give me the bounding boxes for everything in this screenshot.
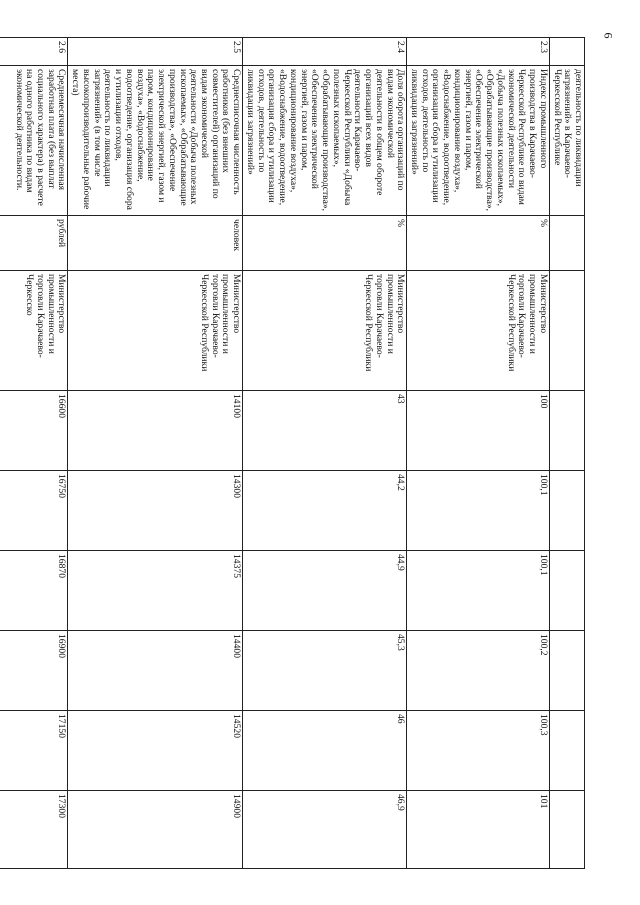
table-cell bbox=[549, 271, 584, 391]
indicator-name: Индекс промышленного производства в Карачаево-Черкесской Республике по видам экономической деятельности «Добыча полезных ископаемых», «Обрабатывающие производства», «Обеспечение электрической энергией, газом и паром, кондиционирование воздуха», «Водоснабжение, водоотведение, организация сбора и утилизации отходов, деятельность по ликвидации загрязнений» bbox=[407, 66, 550, 216]
table-cell bbox=[549, 216, 584, 271]
value-cell: 14520 bbox=[68, 711, 243, 791]
table-row bbox=[68, 38, 243, 869]
value-cell: 100,1 bbox=[407, 551, 550, 631]
unit-cell: рублей bbox=[0, 216, 68, 271]
value-cell: 46,9 bbox=[243, 791, 407, 869]
table-cell bbox=[549, 471, 584, 551]
table-cell bbox=[549, 551, 584, 631]
value-cell: 17150 bbox=[0, 711, 68, 791]
table-row bbox=[549, 38, 584, 869]
row-number: 2.6 bbox=[0, 38, 68, 66]
row-number: 2.5 bbox=[68, 38, 243, 66]
value-cell: 16900 bbox=[0, 631, 68, 711]
landscape-table-container bbox=[13, 37, 585, 868]
value-cell: 100,2 bbox=[407, 631, 550, 711]
table-cell bbox=[549, 791, 584, 869]
unit-cell: % bbox=[243, 216, 407, 271]
responsible-cell: Министерство промышленности и торговли Карачаево-Черкесской Республики bbox=[407, 271, 550, 391]
value-cell: 14100 bbox=[68, 391, 243, 471]
value-cell: 14300 bbox=[68, 471, 243, 551]
table-row bbox=[243, 38, 407, 869]
value-cell: 101 bbox=[407, 791, 550, 869]
table-row bbox=[407, 38, 550, 869]
table-row bbox=[0, 38, 68, 869]
value-cell: 16600 bbox=[0, 391, 68, 471]
value-cell: 14375 bbox=[68, 551, 243, 631]
value-cell: 14900 bbox=[68, 791, 243, 869]
continuation-text-cell: деятельность по ликвидации загрязнений» в Карачаево-Черкесской Республике bbox=[549, 66, 584, 216]
table-cell bbox=[549, 391, 584, 471]
responsible-cell: Министерство промышленности и торговли Карачаево-Черкесско bbox=[0, 271, 68, 391]
indicators-table bbox=[0, 37, 585, 869]
value-cell: 43 bbox=[243, 391, 407, 471]
value-cell: 100,1 bbox=[407, 471, 550, 551]
table-cell bbox=[549, 38, 584, 66]
row-number: 2.3 bbox=[407, 38, 550, 66]
responsible-cell: Министерство промышленности и торговли Карачаево-Черкесской Республики bbox=[243, 271, 407, 391]
value-cell: 16750 bbox=[0, 471, 68, 551]
indicator-name: Среднемесячная начисленная заработная плата (без выплат социального характера) в расчете на одного работника по видам экономической деятельности. bbox=[0, 66, 68, 216]
row-number: 2.4 bbox=[243, 38, 407, 66]
unit-cell: % bbox=[407, 216, 550, 271]
value-cell: 44,9 bbox=[243, 551, 407, 631]
value-cell: 100 bbox=[407, 391, 550, 471]
rotated-page-content bbox=[13, 37, 585, 868]
value-cell: 17300 bbox=[0, 791, 68, 869]
indicator-name: Доля оборота организаций по видам экономической деятельности в общем обороте организаций всех видов деятельности Карачаево-Черкесской Республики «Добыча полезных ископаемых», «Обрабатывающие производства», «Обеспечение электрической энергией, газом и паром, кондиционирование воздуха», «Водоснабжение, водоотведение, организация сбора и утилизации отходов, деятельность по ликвидации загрязнений» bbox=[243, 66, 407, 216]
value-cell: 44,2 bbox=[243, 471, 407, 551]
value-cell: 46 bbox=[243, 711, 407, 791]
value-cell: 16870 bbox=[0, 551, 68, 631]
responsible-cell: Министерство промышленности и торговли Карачаево-Черкесской Республики bbox=[68, 271, 243, 391]
page-number: 6 bbox=[601, 32, 616, 39]
table-cell bbox=[549, 631, 584, 711]
value-cell: 45,3 bbox=[243, 631, 407, 711]
indicator-name: Среднесписочная численность работников (без внешних совместителей) организаций по видам экономической деятельности «Добыча полезных ископаемых», «Обрабатывающие производства», «Обеспечение электрической энергией, газом и паром, кондиционирование воздуха», «Водоснабжение, водоотведение, организация сбора и утилизации отходов, деятельность по ликвидации загрязнений» (в том числе высокопроизводительные рабочие места) bbox=[68, 66, 243, 216]
value-cell: 14400 bbox=[68, 631, 243, 711]
unit-cell: человек bbox=[68, 216, 243, 271]
table-cell bbox=[549, 711, 584, 791]
value-cell: 100,3 bbox=[407, 711, 550, 791]
